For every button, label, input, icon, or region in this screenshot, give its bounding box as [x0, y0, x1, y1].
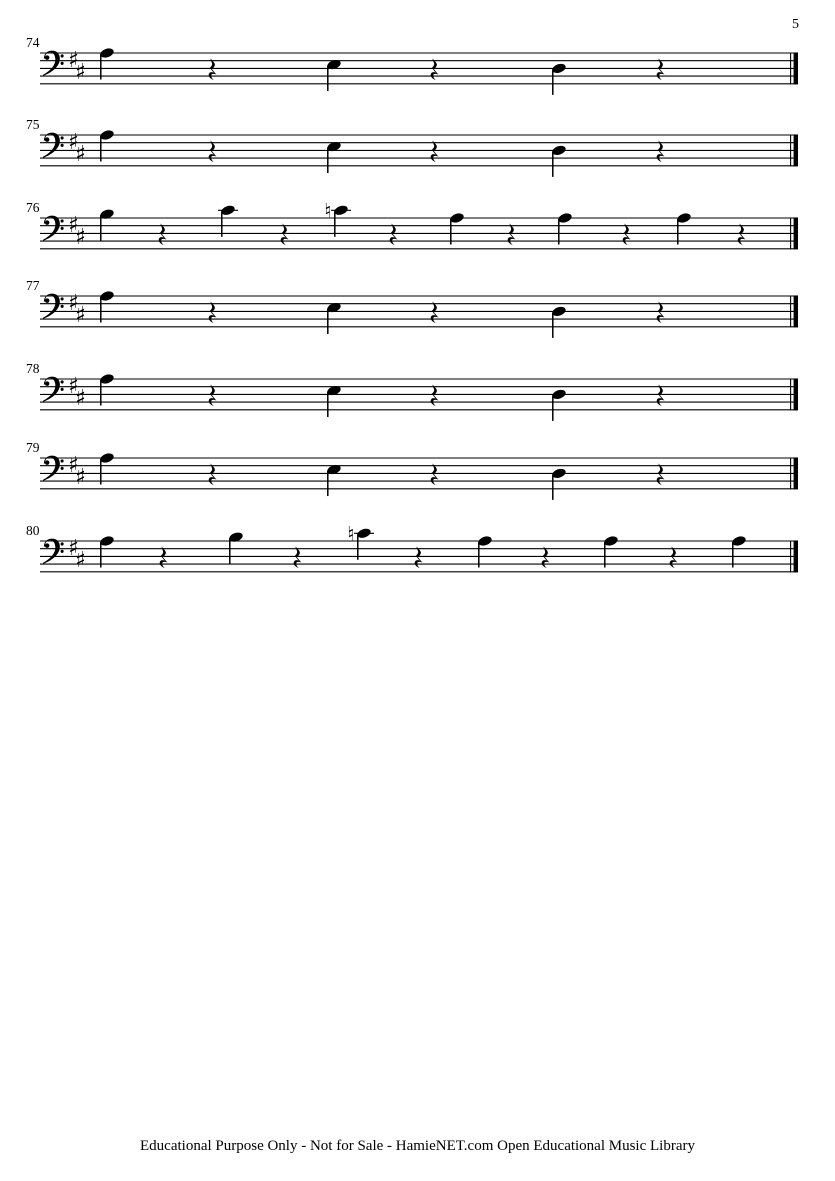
quarter-note-A3 — [99, 129, 115, 162]
system-79 — [40, 452, 798, 500]
quarter-note-A3 — [99, 290, 115, 323]
quarter-rest-icon — [390, 224, 398, 246]
sharp-icon: ♯ — [68, 48, 79, 74]
measure-number-label: 80 — [26, 523, 40, 538]
quarter-rest-icon — [623, 224, 631, 246]
sharp-icon: ♯ — [75, 59, 86, 85]
quarter-note-A3 — [603, 535, 619, 568]
system-80 — [40, 521, 798, 572]
quarter-rest-icon — [657, 464, 665, 486]
quarter-rest-icon — [657, 385, 665, 407]
quarter-rest-icon — [738, 224, 746, 246]
system-75 — [40, 129, 798, 177]
bass-clef-icon — [43, 133, 64, 158]
measure-number-label: 77 — [26, 278, 40, 293]
sharp-icon: ♯ — [68, 374, 79, 400]
system-76 — [40, 198, 798, 249]
quarter-rest-icon — [209, 385, 217, 407]
quarter-rest-icon — [657, 59, 665, 81]
final-barline-thick — [794, 295, 798, 327]
quarter-note-D3 — [551, 467, 567, 500]
final-barline-thick — [794, 52, 798, 84]
quarter-rest-icon — [657, 302, 665, 324]
quarter-note-A3 — [731, 535, 747, 568]
quarter-rest-icon — [508, 224, 516, 246]
quarter-note-A3 — [99, 373, 115, 406]
quarter-rest-icon — [209, 59, 217, 81]
sharp-icon: ♯ — [75, 224, 86, 250]
quarter-note-A3 — [477, 535, 493, 568]
quarter-rest-icon — [209, 141, 217, 163]
page-number: 5 — [792, 17, 799, 32]
bass-clef-icon — [43, 456, 64, 481]
sharp-icon: ♯ — [75, 385, 86, 411]
quarter-note-E3 — [326, 140, 342, 173]
final-barline-thick — [794, 457, 798, 489]
quarter-note-E3 — [326, 58, 342, 91]
quarter-note-A3 — [449, 212, 465, 245]
final-barline-thick — [794, 217, 798, 249]
measure-number-label: 76 — [26, 200, 40, 215]
quarter-rest-icon — [281, 224, 289, 246]
quarter-note-A3 — [99, 535, 115, 568]
quarter-rest-icon — [431, 464, 439, 486]
bass-clef-icon — [43, 216, 64, 241]
quarter-note-B3 — [228, 531, 244, 564]
sharp-icon: ♯ — [75, 141, 86, 167]
sharp-icon: ♯ — [75, 547, 86, 573]
quarter-note-D3 — [551, 62, 567, 95]
quarter-note-A3 — [99, 47, 115, 80]
sharp-icon: ♯ — [68, 213, 79, 239]
quarter-rest-icon — [209, 464, 217, 486]
bass-clef-icon — [43, 294, 64, 319]
quarter-note-B3 — [99, 208, 115, 241]
sharp-icon: ♯ — [75, 464, 86, 490]
sharp-icon: ♯ — [68, 130, 79, 156]
quarter-rest-icon — [160, 547, 168, 569]
quarter-rest-icon — [209, 302, 217, 324]
quarter-note-D3 — [551, 144, 567, 177]
quarter-rest-icon — [542, 547, 550, 569]
footer-text: Educational Purpose Only - Not for Sale - HamieNET.com Open Educational Music Library — [140, 1138, 695, 1154]
measure-number-label: 75 — [26, 117, 40, 132]
quarter-rest-icon — [431, 302, 439, 324]
quarter-note-C4 — [356, 527, 372, 560]
quarter-note-A3 — [676, 212, 692, 245]
natural-icon: ♮ — [347, 521, 355, 546]
bass-clef-icon — [43, 51, 64, 76]
bass-clef-icon — [43, 539, 64, 564]
measure-number-label: 79 — [26, 440, 40, 455]
quarter-rest-icon — [415, 547, 423, 569]
final-barline-thick — [794, 540, 798, 572]
quarter-note-E3 — [326, 301, 342, 334]
quarter-note-C4 — [333, 204, 349, 237]
quarter-rest-icon — [431, 59, 439, 81]
quarter-note-E3 — [326, 463, 342, 496]
quarter-note-D3 — [551, 388, 567, 421]
sharp-icon: ♯ — [68, 453, 79, 479]
measure-number-label: 78 — [26, 361, 40, 376]
quarter-rest-icon — [159, 224, 167, 246]
quarter-rest-icon — [294, 547, 302, 569]
quarter-note-C#4 — [220, 204, 236, 237]
quarter-rest-icon — [670, 547, 678, 569]
quarter-rest-icon — [657, 141, 665, 163]
measure-number-label: 74 — [26, 35, 40, 50]
system-77 — [40, 290, 798, 338]
quarter-note-A3 — [557, 212, 573, 245]
system-78 — [40, 373, 798, 421]
natural-icon: ♮ — [324, 198, 332, 223]
quarter-rest-icon — [431, 141, 439, 163]
quarter-note-D3 — [551, 305, 567, 338]
quarter-note-E3 — [326, 384, 342, 417]
sharp-icon: ♯ — [75, 302, 86, 328]
quarter-note-A3 — [99, 452, 115, 485]
bass-clef-icon — [43, 377, 64, 402]
quarter-rest-icon — [431, 385, 439, 407]
sharp-icon: ♯ — [68, 291, 79, 317]
sharp-icon: ♯ — [68, 536, 79, 562]
final-barline-thick — [794, 134, 798, 166]
final-barline-thick — [794, 378, 798, 410]
system-74 — [40, 47, 798, 95]
